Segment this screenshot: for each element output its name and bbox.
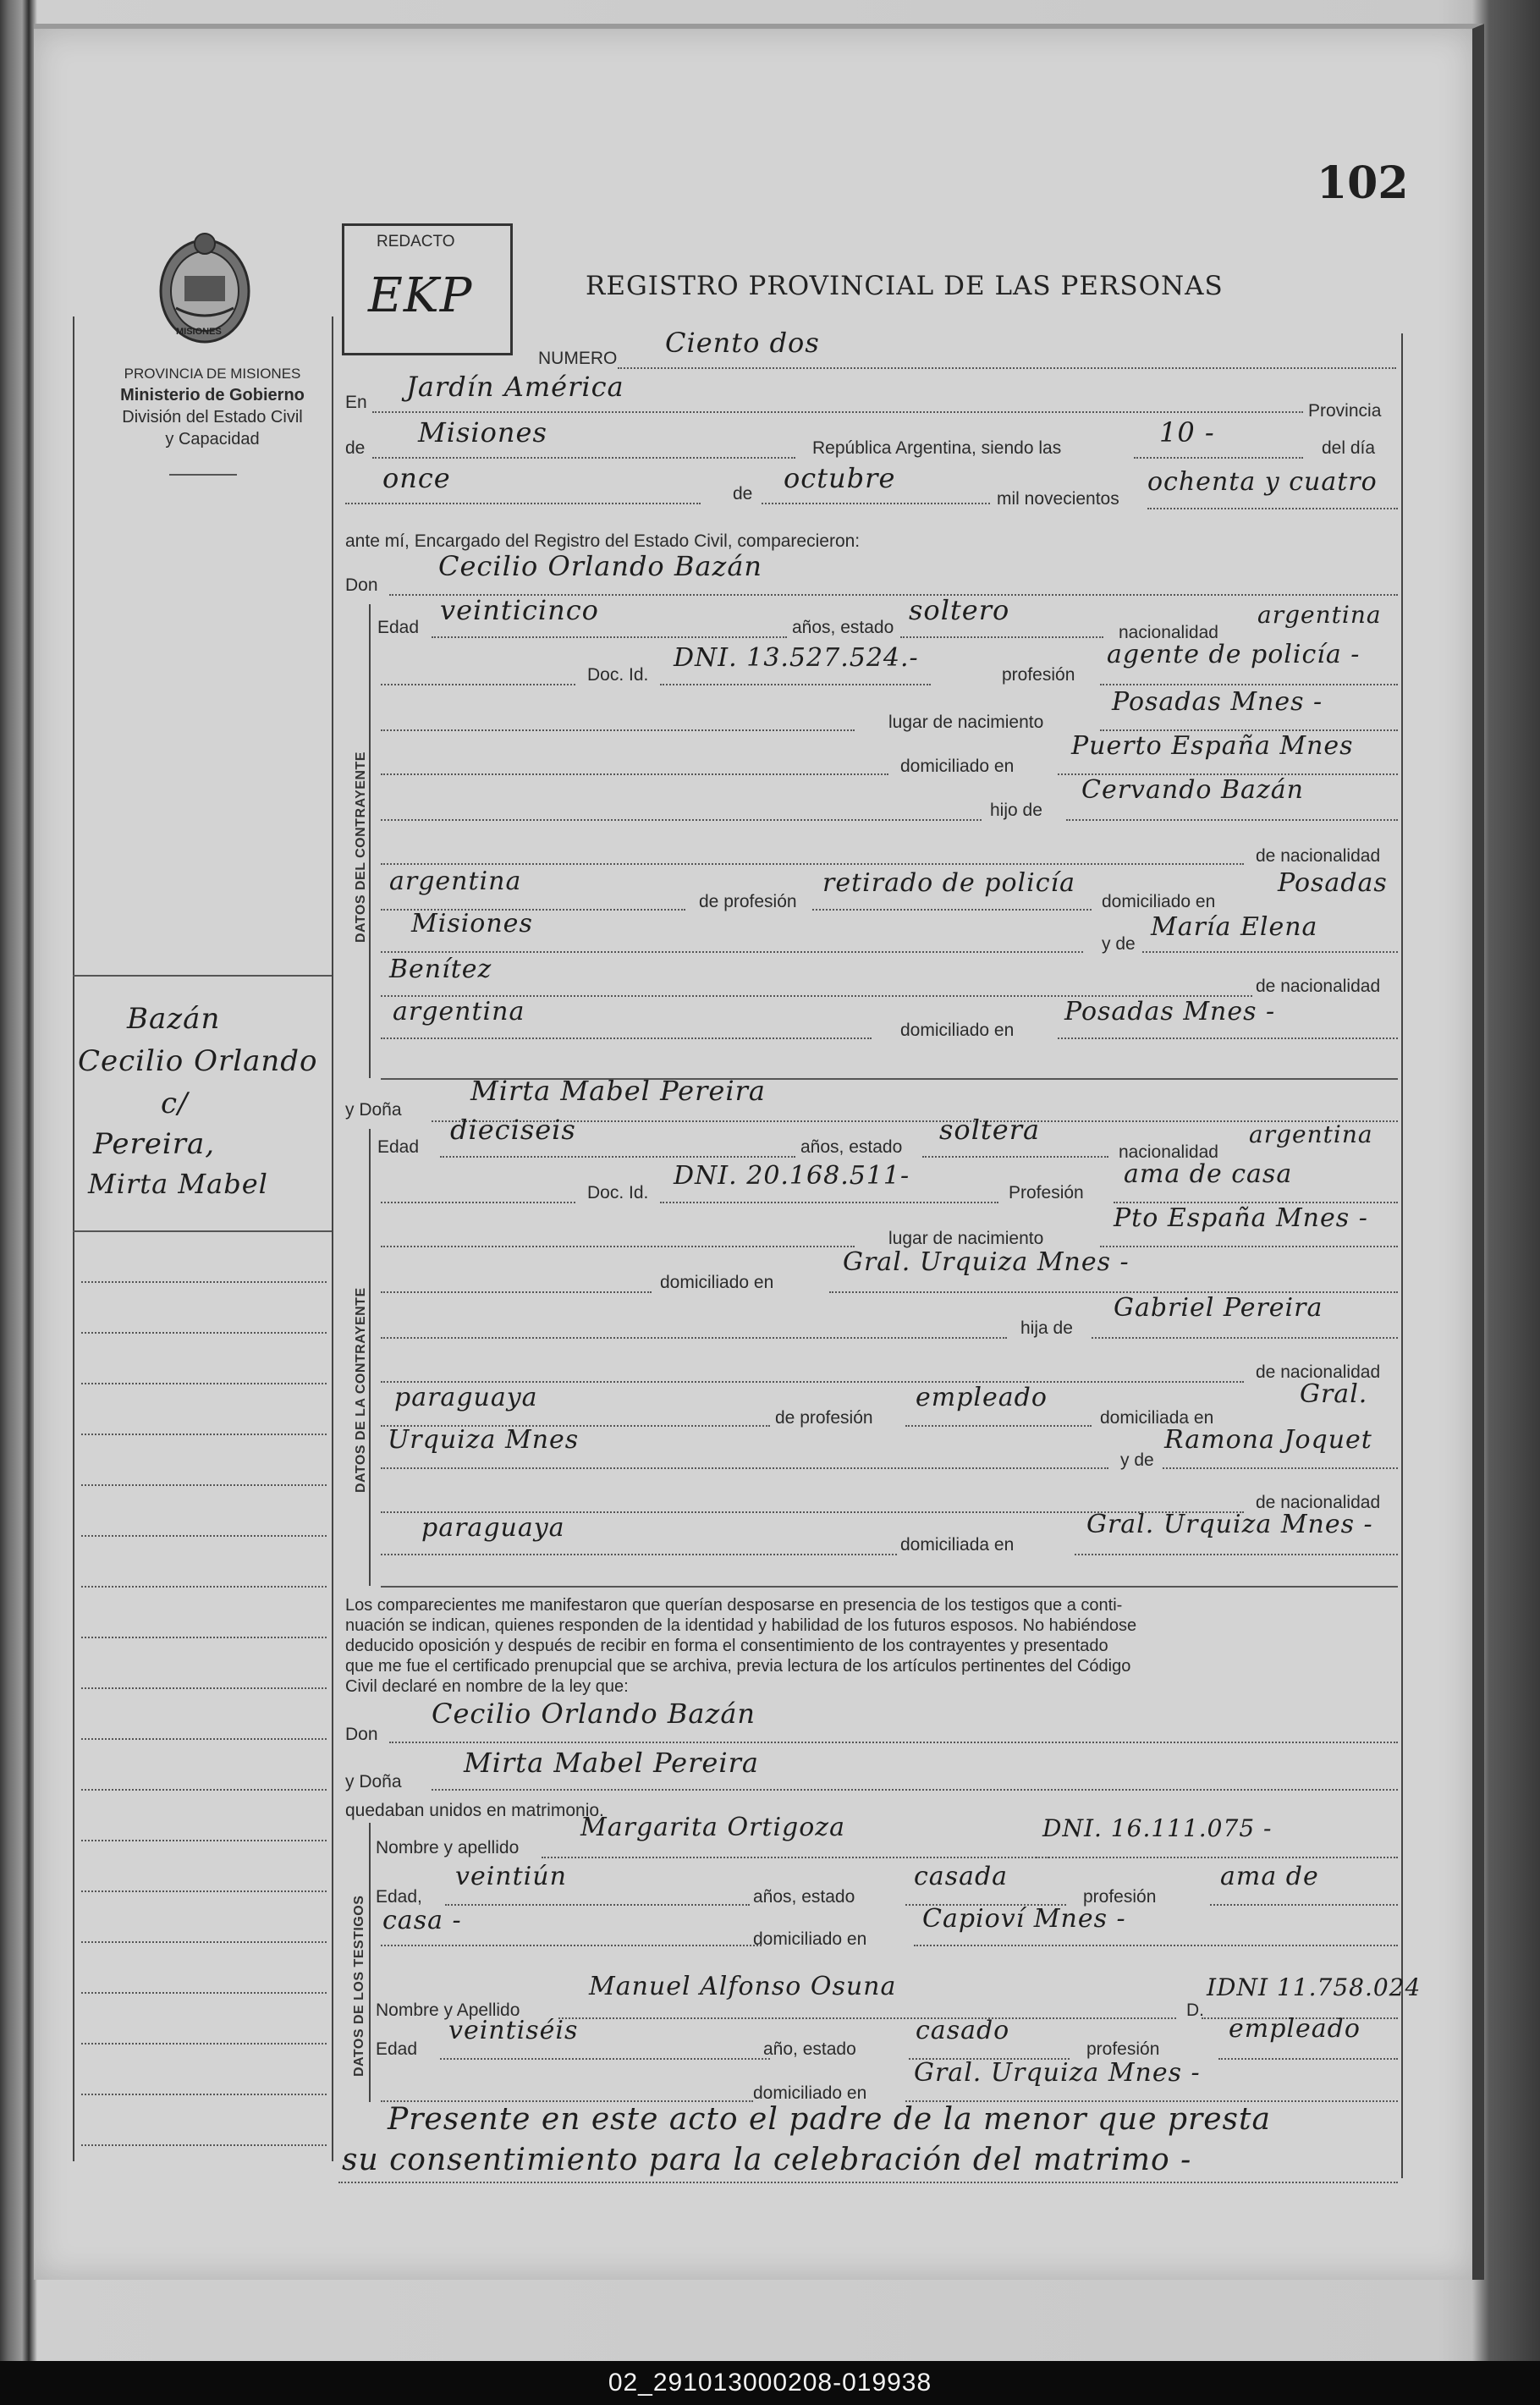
madre-domicilio-label: domiciliado en	[900, 1021, 1015, 1040]
hijo-label: hijo de	[990, 801, 1042, 820]
del-dia-label: del día	[1322, 438, 1376, 458]
t2-doc: IDNI 11.758.024	[1207, 1973, 1422, 2001]
contrayenta-nombre: Mirta Mabel Pereira	[470, 1075, 766, 1107]
section-label-contrayenta: DATOS DE LA CONTRAYENTE	[354, 1287, 368, 1493]
profesion-label-f: Profesión	[1009, 1183, 1084, 1202]
de-profesion-label-f: de profesión	[775, 1408, 873, 1428]
contrayente-padre-nac: argentina	[389, 867, 522, 896]
nacionalidad-label: nacionalidad	[1119, 623, 1218, 642]
t2-anios-label: año, estado	[763, 2039, 856, 2059]
contrayenta-padre-dom-b: Urquiza Mnes	[388, 1425, 580, 1455]
t1-nombre-label: Nombre y apellido	[376, 1838, 520, 1857]
t2-nombre: Manuel Alfonso Osuna	[589, 1972, 897, 2001]
t1-dom: Capioví Mnes -	[922, 1904, 1126, 1934]
contrayenta-madre-nac: paraguaya	[421, 1513, 565, 1543]
document-title: REGISTRO PROVINCIAL DE LAS PERSONAS	[586, 271, 1224, 301]
margin-note-surname: Bazán	[127, 1002, 221, 1036]
declaration-line-4: que me fue el certificado prenupcial que se archiva, previa lectura de los artículos pertinentes del Código	[345, 1657, 1131, 1676]
madre-domicilio-label-f: domiciliada en	[900, 1535, 1015, 1555]
t1-nombre: Margarita Ortigoza	[580, 1813, 845, 1842]
contrayenta-padre-dom-a: Gral.	[1300, 1379, 1368, 1409]
decl-don-label: Don	[345, 1725, 378, 1744]
seal-text: MISIONES	[176, 327, 222, 337]
contrayenta-edad: dieciseis	[450, 1114, 576, 1146]
t2-nombre-label: Nombre y Apellido	[376, 2000, 520, 2020]
ante-label: ante mí, Encargado del Registro del Estado Civil, comparecieron:	[345, 531, 861, 551]
don-label: Don	[345, 575, 378, 595]
ministry-label: Ministerio de Gobierno	[120, 386, 305, 405]
redacto-box	[342, 223, 513, 355]
provincia-label: Provincia	[1308, 401, 1382, 421]
margin-note-name: Cecilio Orlando	[78, 1044, 318, 1078]
nota-final-line-2: su consentimiento para la celebración del matrimo -	[342, 2143, 1192, 2177]
contrayente-padre-dom-a: Posadas	[1278, 868, 1388, 898]
de-profesion-label: de profesión	[699, 892, 797, 911]
t1-estado: casada	[914, 1862, 1009, 1891]
contrayenta-doc: DNI. 20.168.511-	[674, 1161, 910, 1191]
anios-label-f: años, estado	[800, 1137, 903, 1157]
contrayente-padre-prof: retirado de policía	[822, 868, 1076, 898]
section-label-testigos: DATOS DE LOS TESTIGOS	[352, 1895, 366, 2077]
t2-edad-label: Edad	[376, 2039, 418, 2059]
t1-prof-label: profesión	[1083, 1887, 1157, 1907]
contrayenta-madre-dom: Gral. Urquiza Mnes -	[1086, 1510, 1373, 1539]
image-code-bar	[0, 2361, 1540, 2405]
t1-edad: veintiún	[455, 1862, 567, 1891]
section-label-contrayente: DATOS DEL CONTRAYENTE	[354, 751, 368, 943]
contrayenta-profesion: ama de casa	[1124, 1159, 1293, 1189]
t2-edad: veintiséis	[448, 2016, 579, 2045]
contrayente-nacionalidad: argentina	[1257, 601, 1382, 629]
padre-domicilio-label-f: domiciliada en	[1100, 1408, 1214, 1428]
edad-label-f: Edad	[377, 1137, 420, 1157]
t1-doc: DNI. 16.111.075 -	[1042, 1814, 1273, 1842]
dona-label: y Doña	[345, 1100, 402, 1120]
contrayente-padre: Cervando Bazán	[1081, 775, 1304, 805]
t1-dom-label: domiciliado en	[753, 1929, 867, 1949]
margin-note-con: c/	[161, 1087, 189, 1120]
t2-doc-label: D.	[1186, 2000, 1204, 2020]
t2-dom-label: domiciliado en	[753, 2083, 867, 2103]
image-code: 02_291013000208-019938	[608, 2369, 932, 2397]
t2-dom: Gral. Urquiza Mnes -	[914, 2058, 1201, 2088]
profesion-label: profesión	[1002, 665, 1075, 685]
contrayente-madre-b: Benítez	[389, 955, 492, 984]
t2-prof-label: profesión	[1086, 2039, 1160, 2059]
de-nacionalidad-label-f: de nacionalidad	[1256, 1362, 1381, 1382]
contrayenta-lugar: Pto España Mnes -	[1114, 1203, 1368, 1233]
numero-label: NUMERO	[538, 349, 618, 368]
declaration-line-3: deducido oposición y después de recibir en forma el consentimiento de los contrayentes y presentado	[345, 1637, 1108, 1655]
de-label: de	[345, 438, 366, 458]
contrayenta-nacionalidad: argentina	[1249, 1120, 1373, 1148]
decl-don-value: Cecilio Orlando Bazán	[432, 1698, 756, 1730]
division-label: División del Estado Civil	[122, 408, 303, 427]
de-mes-label: de	[733, 484, 753, 504]
nacionalidad-label-f: nacionalidad	[1119, 1142, 1218, 1162]
t2-estado: casado	[916, 2016, 1010, 2045]
decl-dona-label: y Doña	[345, 1772, 402, 1791]
dia-value: once	[382, 462, 451, 494]
domicilio-label: domiciliado en	[900, 757, 1015, 776]
page-number: 102	[1317, 157, 1409, 209]
province-label: PROVINCIA DE MISIONES	[124, 366, 301, 382]
republica-label: República Argentina, siendo las	[812, 438, 1062, 458]
t1-edad-label: Edad,	[376, 1887, 422, 1907]
contrayenta-padre-prof: empleado	[916, 1383, 1048, 1412]
contrayente-madre-nac: argentina	[393, 997, 525, 1026]
contrayente-nombre: Cecilio Orlando Bazán	[438, 550, 762, 582]
contrayente-doc: DNI. 13.527.524.-	[674, 643, 919, 673]
contrayente-madre-dom: Posadas Mnes -	[1064, 997, 1276, 1026]
de-value: Misiones	[418, 416, 547, 449]
nota-final-line-1: Presente en este acto el padre de la menor que presta	[388, 2102, 1271, 2137]
margin-note-surname-2: Pereira,	[93, 1127, 216, 1161]
contrayenta-padre-nac: paraguaya	[394, 1383, 538, 1412]
contrayente-lugar: Posadas Mnes -	[1112, 687, 1323, 717]
redacto-label: REDACTO	[377, 233, 455, 250]
edad-label: Edad	[377, 618, 420, 637]
en-label: En	[345, 393, 367, 412]
doc-label: Doc. Id.	[587, 665, 649, 685]
t1-prof-b: casa -	[382, 1906, 462, 1935]
contrayente-estado: soltero	[909, 594, 1010, 626]
madre-nacionalidad-label: de nacionalidad	[1256, 977, 1381, 996]
t1-prof-a: ama de	[1220, 1862, 1319, 1891]
lugar-label: lugar de nacimiento	[888, 713, 1044, 732]
contrayente-edad: veinticinco	[440, 594, 599, 626]
de-nacionalidad-label: de nacionalidad	[1256, 846, 1381, 866]
numero-value: Ciento dos	[665, 327, 820, 359]
lugar-label-f: lugar de nacimiento	[888, 1229, 1044, 1248]
mil-label: mil novecientos	[997, 489, 1119, 509]
declaration-line-1: Los comparecientes me manifestaron que querían desposarse en presencia de los testigos que a conti-	[345, 1596, 1123, 1615]
t1-anios-label: años, estado	[753, 1887, 855, 1907]
y-de-label-f: y de	[1120, 1450, 1154, 1470]
anios-label: años, estado	[792, 618, 894, 637]
capacity-label: y Capacidad	[165, 430, 260, 449]
contrayente-madre-a: María Elena	[1151, 912, 1318, 942]
contrayenta-padre: Gabriel Pereira	[1114, 1293, 1323, 1323]
register-page	[34, 24, 1484, 2280]
t2-prof: empleado	[1229, 2014, 1361, 2044]
margin-note-name-2: Mirta Mabel	[88, 1168, 268, 1200]
contrayente-profesion: agente de policía -	[1107, 640, 1361, 669]
contrayenta-madre: Ramona Joquet	[1164, 1425, 1372, 1455]
y-de-label: y de	[1102, 934, 1136, 954]
decl-dona-value: Mirta Mabel Pereira	[464, 1747, 759, 1779]
mes-value: octubre	[784, 462, 896, 494]
contrayenta-estado: soltera	[939, 1114, 1041, 1146]
madre-nacionalidad-label-f: de nacionalidad	[1256, 1493, 1381, 1512]
domicilio-label-f: domiciliado en	[660, 1273, 774, 1292]
doc-label-f: Doc. Id.	[587, 1183, 649, 1202]
declaration-line-2: nuación se indican, quienes responden de la identidad y habilidad de los futuros esposos. No habiéndose	[345, 1616, 1137, 1635]
anio-value: ochenta y cuatro	[1147, 467, 1378, 497]
declaration-line-5: Civil declaré en nombre de la ley que:	[345, 1677, 629, 1696]
contrayenta-domicilio: Gral. Urquiza Mnes -	[843, 1247, 1130, 1277]
contrayente-padre-dom-b: Misiones	[411, 909, 533, 938]
hora-value: 10 -	[1159, 416, 1215, 449]
en-value: Jardín América	[406, 371, 624, 403]
decl-cierre: quedaban unidos en matrimonio.	[345, 1801, 604, 1820]
hija-label: hija de	[1020, 1318, 1073, 1338]
padre-domicilio-label: domiciliado en	[1102, 892, 1216, 911]
contrayente-domicilio: Puerto España Mnes	[1071, 731, 1354, 761]
redacto-initials: EKP	[368, 268, 473, 323]
